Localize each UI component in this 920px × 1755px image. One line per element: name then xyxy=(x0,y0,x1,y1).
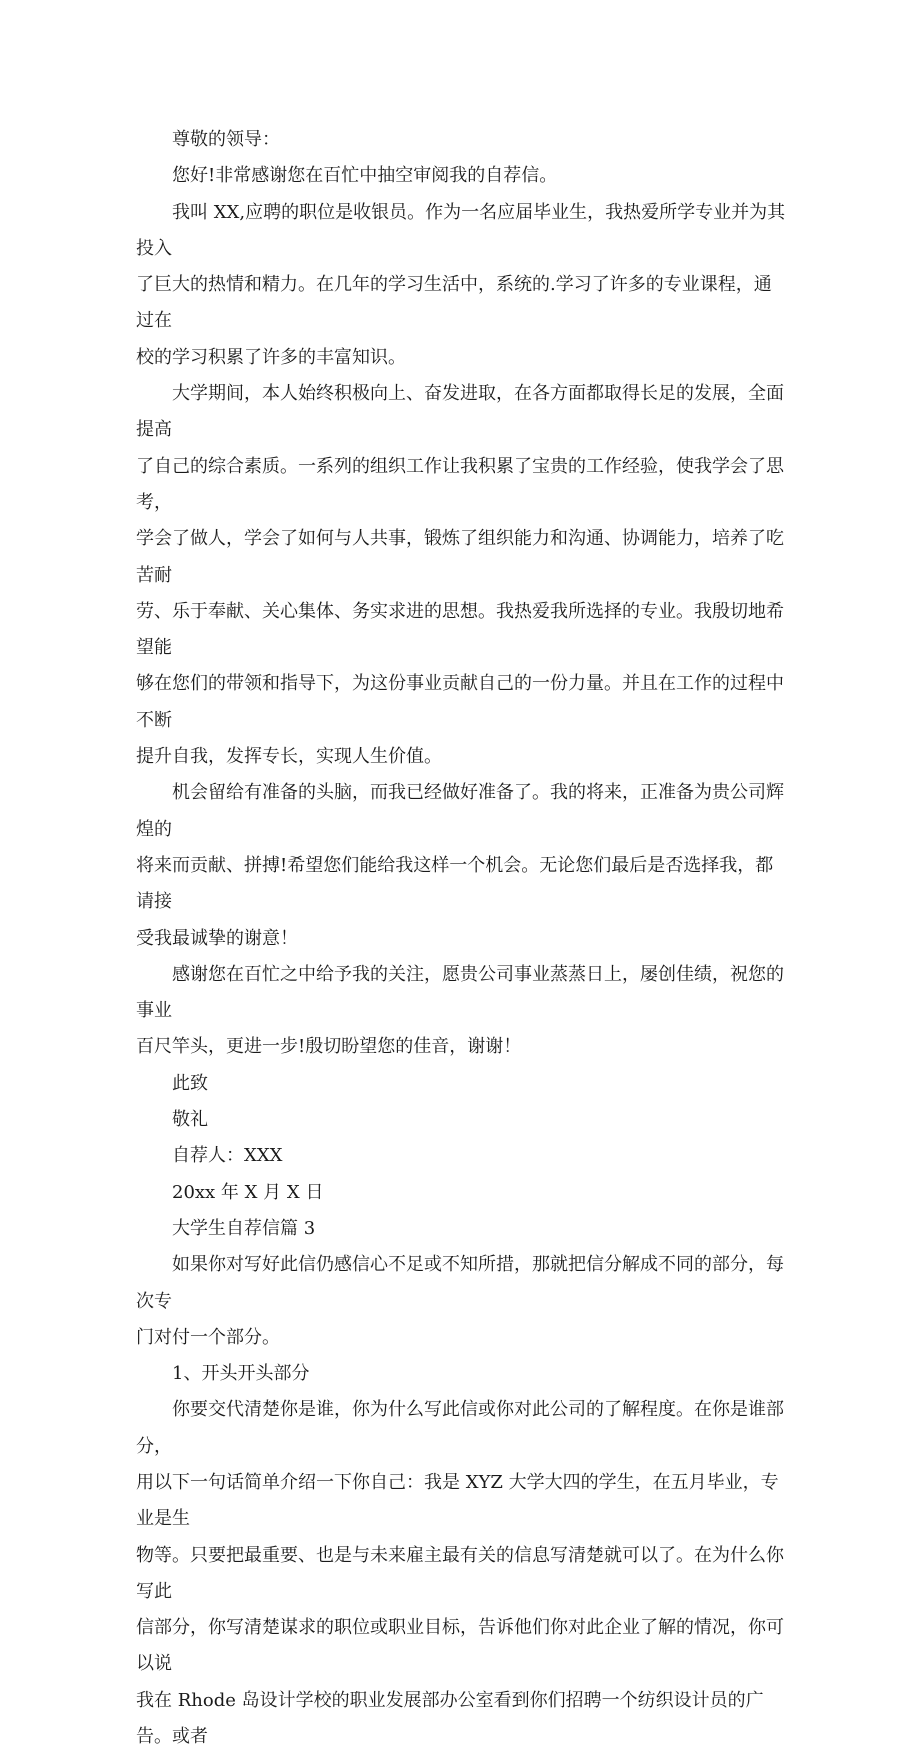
date: 20xx 年 X 月 X 日 xyxy=(172,1181,324,1203)
paragraph-advice: 如果你对写好此信仍感信心不足或不知所措，那就把信分解成不同的部分，每次专 门对付一个部分。 xyxy=(136,1254,784,1348)
closing-line-1: 此致 xyxy=(172,1072,208,1094)
list-item-1: 1、开头开头部分 xyxy=(172,1363,310,1385)
signer: 自荐人：XXX xyxy=(172,1145,283,1167)
paragraph-university: 大学期间，本人始终积极向上、奋发进取，在各方面都取得长足的发展，全面提高 了自己的综合素质。一系列的组织工作让我积累了宝贵的工作经验，使我学会了思考， 学会了做人，学会了如何与人共事，锻炼了组织能力和沟通、协调能力，培养了吃苦耐 劳、乐于奉献、关心集体、务实求进的思想。我热爱我所选择的专业。我殷切地希望能 够在您们的带领和指导下，为这份事业贡献自己的一份力量。并且在工作的过程中不断 提升自我，发挥专长，实现人生价值。 xyxy=(136,383,784,768)
closing-line-2: 敬礼 xyxy=(172,1109,208,1131)
greeting: 您好!非常感谢您在百忙中抽空审阅我的自荐信。 xyxy=(172,165,558,187)
paragraph-opportunity: 机会留给有准备的头脑，而我已经做好准备了。我的将来，正准备为贵公司辉煌的 将来而贡献、拼搏!希望您们能给我这样一个机会。无论您们最后是否选择我，都请接 受我最诚挚的谢意！ xyxy=(136,782,784,949)
paragraph-opening: 你要交代清楚你是谁，你为什么写此信或你对此公司的了解程度。在你是谁部分， 用以下一句话简单介绍一下你自己：我是 XYZ 大学大四的学生，在五月毕业，专业是生 物等。只要把最重要、也是与未来雇主最有关的信息写清楚就可以了。在为什么你写此 信部分，你写清楚谋求的职位或职业目标，告诉他们你对此企业了解的情况，你可以说 我在 Rhode 岛设计学校的职业发展部办公室看到你们招聘一个纺织设计员的广告。或者 xyxy=(136,1399,784,1748)
paragraph-thanks: 感谢您在百忙之中给予我的关注，愿贵公司事业蒸蒸日上，屡创佳绩，祝您的事业 百尺竿头，更进一步!殷切盼望您的佳音，谢谢！ xyxy=(136,963,784,1058)
salutation: 尊敬的领导： xyxy=(172,129,280,150)
paragraph-intro: 我叫 XX,应聘的职位是收银员。作为一名应届毕业生，我热爱所学专业并为其投入 了巨大的热情和精力。在几年的学习生活中，系统的.学习了许多的专业课程，通过在 校的学习积累了许多的丰富知识。 xyxy=(136,201,786,368)
letter-body xyxy=(136,122,786,1755)
section-title: 大学生自荐信篇 3 xyxy=(172,1217,316,1239)
